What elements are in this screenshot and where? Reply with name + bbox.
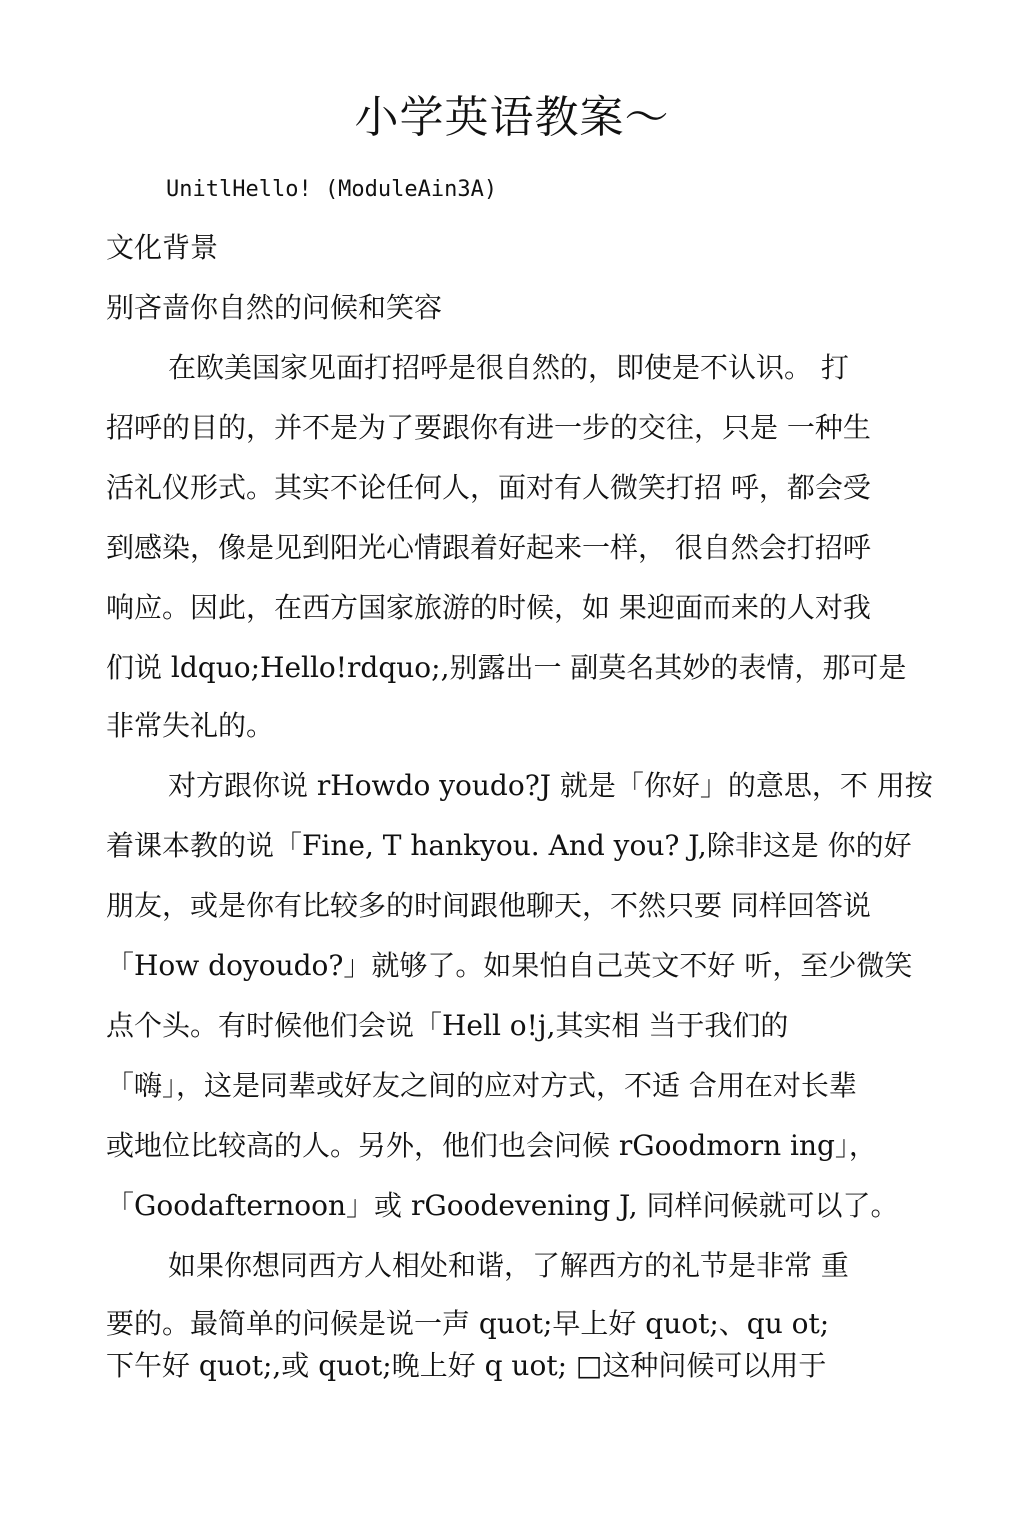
paragraph-line: 如果你想同西方人相处和谐，了解西方的礼节是非常 重 bbox=[168, 1249, 849, 1282]
paragraph-line: 或地位比较高的人。另外，他们也会问候 rGoodmorn ing」， bbox=[106, 1129, 877, 1162]
paragraph-line: 们说 ldquo;Hello!rdquo;,别露出一 副莫名其妙的表情，那可是 bbox=[106, 651, 907, 684]
paragraph-line: 要的。最简单的问候是说一声 quot;早上好 quot;、qu ot; bbox=[106, 1307, 830, 1340]
paragraph-line: 招呼的目的，并不是为了要跟你有进一步的交往，只是 一种生 bbox=[106, 411, 871, 444]
paragraph-line: 响应。因此，在西方国家旅游的时候，如 果迎面而来的人对我 bbox=[106, 591, 871, 624]
paragraph-line: 点个头。有时候他们会说「Hell o!j,其实相 当于我们的 bbox=[106, 1009, 789, 1042]
paragraph-line: 到感染，像是见到阳光心情跟着好起来一样， 很自然会打招呼 bbox=[106, 531, 871, 564]
paragraph-line: 在欧美国家见面打招呼是很自然的，即使是不认识。 打 bbox=[168, 351, 849, 384]
paragraph-line: 朋友，或是你有比较多的时间跟他聊天，不然只要 同样回答说 bbox=[106, 889, 871, 922]
paragraph-line: 「Goodafternoon」或 rGoodevening J, 同样问候就可以了。 bbox=[106, 1189, 899, 1222]
paragraph-line: 对方跟你说 rHowdo youdo?J 就是「你好」的意思，不 用按 bbox=[168, 769, 933, 802]
document-subtitle: UnitlHello! (ModuleAin3A) bbox=[166, 177, 498, 202]
paragraph-line: 下午好 quot;,或 quot;晚上好 q uot; □这种问候可以用于 bbox=[106, 1349, 827, 1382]
paragraph-line: 「嗨」，这是同辈或好友之间的应对方式，不适 合用在对长辈 bbox=[106, 1069, 857, 1102]
document-title: 小学英语教案～ bbox=[354, 92, 670, 143]
paragraph-line: 非常失礼的。 bbox=[106, 709, 275, 742]
section-subheading: 别吝啬你自然的问候和笑容 bbox=[106, 291, 443, 324]
paragraph-line: 「How doyoudo?」就够了。如果怕自己英文不好 听，至少微笑 bbox=[106, 949, 913, 982]
section-heading: 文化背景 bbox=[106, 231, 219, 264]
paragraph-line: 活礼仪形式。其实不论任何人，面对有人微笑打招 呼，都会受 bbox=[106, 471, 871, 504]
paragraph-line: 着课本教的说「Fine, T hankyou. And you? J,除非这是 你的好 bbox=[106, 829, 912, 862]
